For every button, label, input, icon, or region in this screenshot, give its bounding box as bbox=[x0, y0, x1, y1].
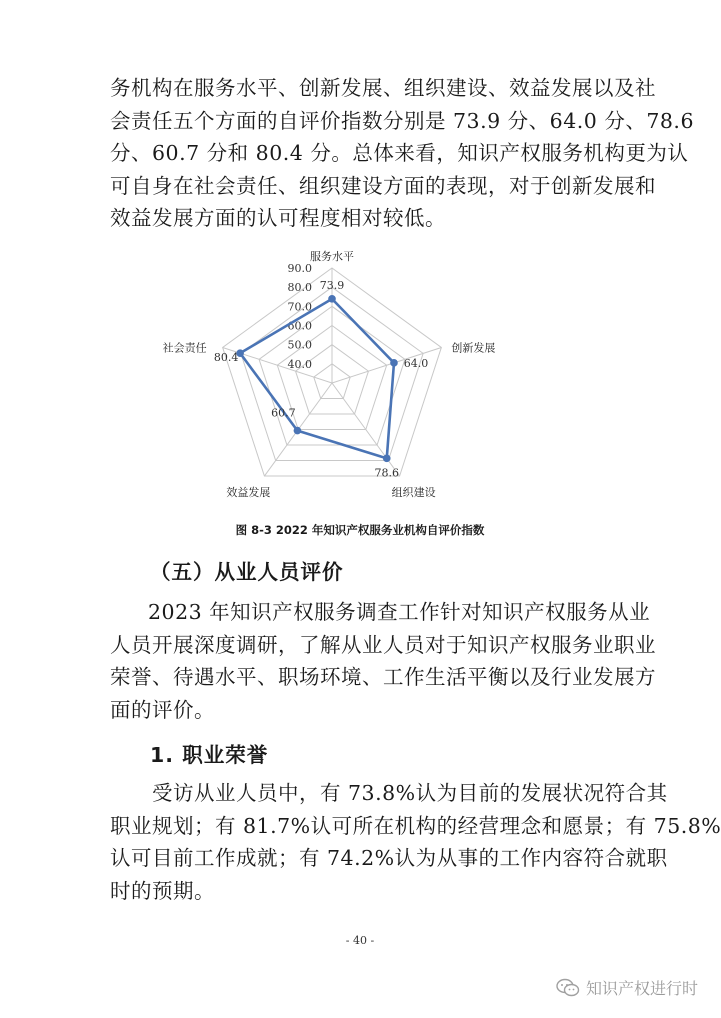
section-paragraph bbox=[110, 596, 656, 726]
text-line: 务机构在服务水平、创新发展、组织建设、效益发展以及社 bbox=[110, 76, 656, 100]
text-line: 分、60.7 分和 80.4 分。总体来看，知识产权服务机构更为认 bbox=[110, 141, 689, 165]
text-line: 面的评价。 bbox=[110, 697, 215, 722]
text-line: 人员开展深度调研，了解从业人员对于知识产权服务业职业 bbox=[110, 632, 656, 657]
axis-label: 效益发展 bbox=[226, 486, 271, 500]
subsection-paragraph bbox=[110, 777, 721, 907]
figure-caption: 图 8-3 2022 年知识产权服务业机构自评价指数 bbox=[235, 523, 485, 537]
intro-paragraph bbox=[110, 72, 694, 235]
data-label: 80.4 bbox=[213, 351, 239, 365]
tick-label: 60.0 bbox=[287, 319, 312, 333]
axis-label: 服务水平 bbox=[310, 250, 354, 263]
data-point bbox=[383, 455, 391, 463]
data-label: 78.6 bbox=[374, 466, 400, 480]
subsection-heading: 1. 职业荣誉 bbox=[150, 743, 269, 767]
tick-label: 50.0 bbox=[287, 338, 312, 352]
data-label: 60.7 bbox=[271, 406, 296, 420]
data-point bbox=[328, 295, 336, 303]
text-line: 时的预期。 bbox=[110, 878, 215, 903]
tick-label: 40.0 bbox=[287, 357, 312, 371]
axis-label: 创新发展 bbox=[451, 341, 496, 355]
data-point bbox=[390, 359, 398, 367]
text-line: 职业规划；有 81.7%认可所在机构的经营理念和愿景；有 75.8% bbox=[110, 813, 721, 838]
text-line: 2023 年知识产权服务调查工作针对知识产权服务从业 bbox=[148, 600, 651, 624]
text-line: 受访从业人员中，有 73.8%认为目前的发展状况符合其 bbox=[152, 781, 668, 805]
data-label: 73.9 bbox=[319, 278, 345, 292]
text-line: 会责任五个方面的自评价指数分别是 73.9 分、64.0 分、78.6 bbox=[110, 108, 694, 133]
axis-label: 社会责任 bbox=[162, 341, 207, 355]
radar-chart bbox=[162, 250, 550, 510]
tick-label: 70.0 bbox=[287, 300, 312, 314]
text-line: 效益发展方面的认可程度相对较低。 bbox=[110, 206, 446, 230]
wechat-icon bbox=[556, 978, 580, 998]
watermark bbox=[556, 976, 698, 999]
section-heading: （五）从业人员评价 bbox=[150, 560, 344, 584]
axis-label: 组织建设 bbox=[391, 486, 436, 500]
text-line: 可自身在社会责任、组织建设方面的表现，对于创新发展和 bbox=[110, 173, 656, 198]
watermark-text: 知识产权进行时 bbox=[585, 979, 698, 998]
page-number: - 40 - bbox=[345, 934, 375, 947]
data-label: 64.0 bbox=[403, 356, 429, 370]
tick-label: 80.0 bbox=[287, 281, 312, 295]
text-line: 荣誉、待遇水平、职场环境、工作生活平衡以及行业发展方 bbox=[110, 665, 656, 689]
data-point bbox=[294, 427, 302, 435]
tick-label: 90.0 bbox=[287, 262, 312, 275]
text-line: 认可目前工作成就；有 74.2%认为从事的工作内容符合就职 bbox=[110, 846, 668, 870]
